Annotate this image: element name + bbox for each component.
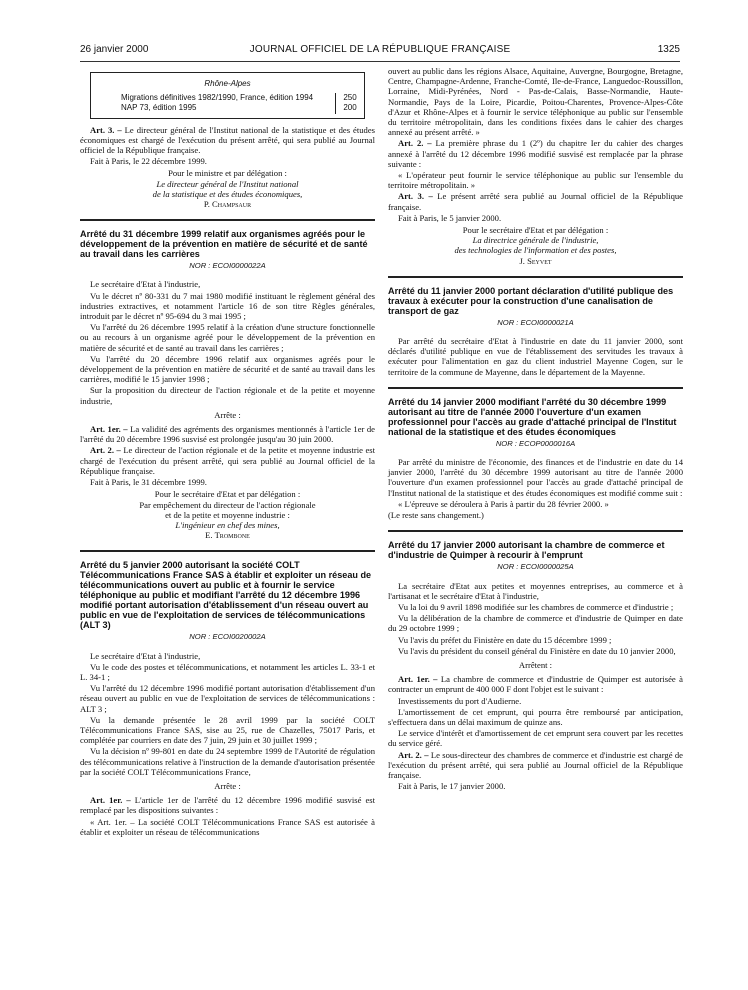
- paragraph: Vu l'arrêté du 26 décembre 1995 relatif à la création d'une structure fonctionnelle ou au recours à un organisme agréé pour le développement de la prévention en matière de sécurité et de santé au travail dans les carrières ;: [80, 322, 375, 353]
- paragraph: Vu l'arrêté du 12 décembre 1996 modifié portant autorisation d'établissement d'un réseau ouvert au public en vue de l'exploitation de services de télécommunications : ALT 3 ;: [80, 683, 375, 714]
- signature-title: Le directeur général de l'Institut national: [156, 178, 299, 189]
- article-3: [388, 191, 683, 211]
- quoted-text: « L'opérateur peut fournir le service téléphonique au public sur l'ensemble du territoire métropolitain. »: [388, 170, 683, 191]
- article-text: L'article 1er de l'arrêté du 12 décembre 1996 modifié susvisé est remplacé par les dispositions suivantes :: [80, 795, 375, 816]
- nor-reference: [80, 261, 375, 271]
- paragraph: Par arrêté du ministre de l'économie, des finances et de l'industrie en date du 14 janvier 2000, l'arrêté du 30 décembre 1999 autorisant au titre de l'année 2000 l'ouverture d'un examen professionnel pour l'accès au grade d'attaché principal de l'Institut national de la statistique et des études économiques est modifié comme suit :: [388, 457, 683, 498]
- paragraph: Investissements du port d'Audierne.: [398, 695, 522, 706]
- paragraph: Vu l'avis du préfet du Finistère en date du 15 décembre 1999 ;: [398, 634, 612, 645]
- paragraph: Vu le décret nº 80-331 du 7 mai 1980 modifié instituant le règlement général des industries extractives, et notamment l'article 16 de son titre Règles générales, introduit par le décret nº 95-694 du 3 mai 1995 ;: [80, 290, 375, 322]
- decree-title: Arrêté du 31 décembre 1999 relatif aux organismes agréés pour le développement de la prévention en matière de sécurité et de santé au travail dans les carrières: [80, 229, 368, 260]
- article-label: Art. 2. –: [398, 749, 429, 760]
- article-1: [388, 674, 683, 694]
- arrete-heading: Arrête :: [214, 780, 241, 791]
- header-page-number: 1325: [657, 44, 680, 55]
- nor-code: NOR : ECOI0020002A: [189, 632, 266, 642]
- article-text: La validité des agréments des organismes mentionnés à l'article 1er de l'arrêté du 20 décembre 1996 susvisé est prolongée jusqu'au 30 juin 2000.: [80, 424, 375, 445]
- article-label: Art. 2. –: [90, 445, 121, 456]
- table-row-value: 250: [335, 93, 364, 103]
- fait-date: Fait à Paris, le 5 janvier 2000.: [398, 212, 502, 223]
- quoted-article: « Art. 1er. – La société COLT Télécommunications France SAS est autorisée à établir et exploiter un réseau de télécommunications: [80, 816, 375, 837]
- article-label: Art. 1er. –: [90, 795, 131, 806]
- table-region: Rhône-Alpes: [204, 79, 251, 88]
- signature-block: [80, 168, 375, 209]
- paragraph: Vu la demande présentée le 28 avril 1999 par la société COLT Télécommunications France SAS, sise au 25, rue de Chazelles, 75017 Paris, et complétée par courriers en date des 7 juin, 29 juin et 30 juillet 1999 ;: [80, 714, 375, 746]
- paragraph: Vu la décision nº 99-801 en date du 24 septembre 1999 de l'Autorité de régulation des télécommunications relative à l'instruction de la demande d'autorisation présentée par la société COLT Télécommunications France,: [80, 746, 375, 777]
- paragraph: Le secrétaire d'Etat à l'industrie,: [90, 650, 201, 661]
- signatory-name: P. Champsaur: [203, 199, 252, 210]
- section-divider: [80, 550, 375, 552]
- article-text: Le sous-directeur des chambres de commerce et d'industrie est chargé de l'exécution du présent arrêté, qui sera publié au Journal officiel de la République française.: [388, 749, 683, 780]
- paragraph: (Le reste sans changement.): [388, 510, 484, 521]
- article-text: La chambre de commerce et d'industrie de Quimper est autorisée à contracter un emprunt de 400 000 F dont l'objet est le suivant :: [388, 674, 683, 695]
- paragraph: Vu l'avis du président du conseil général du Finistère en date du 10 janvier 2000,: [398, 645, 676, 656]
- nor-code: NOR : ECOI0000021A: [497, 317, 574, 327]
- paragraph: L'amortissement de cet emprunt, qui pourra être remboursé par anticipation, s'effectuera dans un délai maximum de quinze ans.: [388, 706, 683, 727]
- fait-date: Fait à Paris, le 22 décembre 1999.: [90, 156, 207, 167]
- article-label: Art. 1er. –: [90, 424, 128, 435]
- article-label: Art. 3. –: [398, 191, 433, 202]
- article-1: [80, 795, 375, 815]
- header-journal-title: JOURNAL OFFICIEL DE LA RÉPUBLIQUE FRANÇAISE: [249, 44, 511, 55]
- section-divider: [80, 219, 375, 221]
- signature-line: et de la petite et moyenne industrie :: [165, 509, 290, 520]
- section-divider: [388, 276, 683, 278]
- decree-title: Arrêté du 14 janvier 2000 modifiant l'arrêté du 30 décembre 1999 autorisant au titre de l'année 2000 l'ouverture d'un examen professionnel pour l'accès au grade d'attaché principal de l'Institut national de la statistique et des études économiques: [388, 396, 677, 437]
- table-row: [91, 103, 364, 113]
- article-1: [80, 424, 375, 444]
- signature-block: [388, 225, 683, 266]
- nor-reference: [388, 318, 683, 328]
- article-2: [388, 138, 683, 169]
- fait-date: Fait à Paris, le 17 janvier 2000.: [398, 781, 506, 792]
- signature-title: L'ingénieur en chef des mines,: [175, 519, 280, 530]
- nor-code: NOR : ECOI0000025A: [497, 562, 574, 572]
- paragraph: La secrétaire d'Etat aux petites et moyennes entreprises, au commerce et à l'artisanat et le secrétaire d'Etat à l'industrie,: [388, 580, 683, 601]
- signatory-name: J. Seyvet: [519, 255, 552, 266]
- nor-reference: [388, 562, 683, 572]
- paragraph: Sur la proposition du directeur de l'action régionale et de la petite et moyenne industrie,: [80, 385, 375, 406]
- article-2: [388, 750, 683, 781]
- article-3: [80, 125, 375, 156]
- signature-title: de la statistique et des études économiques,: [152, 188, 303, 199]
- paragraph: Vu la délibération de la chambre de commerce et d'industrie de Quimper en date du 29 octobre 1999 ;: [388, 613, 683, 634]
- arrete-heading: Arrête :: [214, 409, 241, 420]
- article-text: Le directeur de l'action régionale et de la petite et moyenne industrie est chargé de l'exécution du présent arrêté, qui sera publié au Journal officiel de la République française.: [80, 445, 375, 476]
- header-date: 26 janvier 2000: [80, 44, 149, 55]
- table-row-label: Migrations définitives 1982/1990, France, édition 1994: [121, 93, 314, 103]
- signature-line: Pour le secrétaire d'Etat et par délégation :: [462, 225, 609, 236]
- nor-code: NOR : ECOI0000022A: [189, 261, 266, 271]
- publication-table: [90, 72, 365, 119]
- decree-title: Arrêté du 5 janvier 2000 autorisant la société COLT Télécommunications France SAS à établir et exploiter un réseau de télécommunications ouvert au public et à fournir le service téléphonique au public et modifiant l'arrêté du 12 décembre 1996 modifié portant autorisation d'établissement d'un réseau ouvert au public en vue de l'exploitation de services de télécommunications (ALT 3): [80, 560, 372, 631]
- nor-reference: [80, 632, 375, 642]
- article-label: Art. 2. –: [398, 138, 432, 149]
- signature-line: Pour le secrétaire d'Etat et par délégation :: [154, 489, 301, 500]
- signature-line: Pour le ministre et par délégation :: [168, 168, 287, 179]
- quoted-text: « L'épreuve se déroulera à Paris à partir du 28 février 2000. »: [398, 498, 609, 509]
- paragraph: Vu le code des postes et télécommunications, et notamment les articles L. 33-1 et L. 34-1 ;: [80, 661, 375, 682]
- signature-title: des technologies de l'information et des postes,: [454, 245, 617, 256]
- signature-title: La directrice générale de l'industrie,: [472, 235, 599, 246]
- article-text: Le directeur général de l'Institut national de la statistique et des études économiques est chargé de l'exécution du présent arrêté, qui sera publié au Journal officiel de la République française.: [80, 124, 375, 156]
- table-row-value: 200: [335, 103, 364, 113]
- header-rule: [80, 61, 680, 62]
- paragraph: Vu l'arrêté du 20 décembre 1996 relatif aux organismes agréés pour le développement de la prévention en matière de sécurité et de santé au travail dans les carrières, modifié le 15 janvier 1998 ;: [80, 353, 375, 385]
- article-label: Art. 1er. –: [398, 674, 438, 685]
- paragraph: Le secrétaire d'Etat à l'industrie,: [90, 279, 201, 290]
- article-text: La première phrase du 1 (2º) du chapitre Ier du cahier des charges annexé à l'arrêté du 12 décembre 1996 modifié susvisé est remplacée par la phrase suivante :: [388, 138, 683, 169]
- section-divider: [388, 387, 683, 389]
- article-2: [80, 445, 375, 476]
- table-row-label: NAP 73, édition 1995: [121, 103, 197, 113]
- decree-title: Arrêté du 17 janvier 2000 autorisant la chambre de commerce et d'industrie de Quimper à recourir à l'emprunt: [388, 540, 665, 561]
- left-column: [80, 66, 375, 838]
- signature-block: [80, 489, 375, 540]
- paragraph: Le service d'intérêt et d'amortissement de cet emprunt sera couvert par les recettes du service géré.: [388, 728, 683, 749]
- page-header: [80, 44, 680, 58]
- right-column: [388, 66, 683, 792]
- section-divider: [388, 530, 683, 532]
- paragraph: Par arrêté du secrétaire d'Etat à l'industrie en date du 11 janvier 2000, sont déclarés d'utilité publique en vue de l'établissement des servitudes les travaux à exécuter pour l'alimentation en gaz du client industriel Mayenne Cogen, sur le territoire de la commune de Mayenne, dans le département de la Mayenne.: [388, 336, 683, 377]
- article-label: Art. 3. –: [90, 124, 122, 135]
- signatory-name: E. Trombone: [205, 530, 250, 541]
- table-row: [91, 93, 364, 103]
- decree-title: Arrêté du 11 janvier 2000 portant déclaration d'utilité publique des travaux à exécuter pour la construction d'une canalisation de transport de gaz: [388, 285, 674, 316]
- nor-code: NOR : ECOP0000016A: [495, 438, 576, 448]
- signature-line: Par empêchement du directeur de l'action régionale: [139, 499, 316, 510]
- fait-date: Fait à Paris, le 31 décembre 1999.: [90, 477, 207, 488]
- arrete-heading: Arrêtent :: [518, 659, 553, 670]
- nor-reference: [388, 439, 683, 449]
- paragraph: ouvert au public dans les régions Alsace, Aquitaine, Auvergne, Bourgogne, Bretagne, Centre, Champagne-Ardenne, Franche-Comté, Ile-de-France, Languedoc-Roussillon, Lorraine, Midi-Pyrénées, Nord - Pas-de-Calais, Basse-Normandie, Haute-Normandie, Pays de la Loire, Picardie, Poitou-Charentes, Provence-Alpes-Côte d'Azur et Rhône-Alpes et à fournir le service téléphonique au public sur l'ensemble du territoire métropolitain, dans les conditions fixées dans le cahier des charges annexé au présent arrêté. »: [388, 66, 683, 138]
- article-text: Le présent arrêté sera publié au Journal officiel de la République française.: [388, 191, 683, 212]
- paragraph: Vu la loi du 9 avril 1898 modifiée sur les chambres de commerce et d'industrie ;: [398, 601, 674, 612]
